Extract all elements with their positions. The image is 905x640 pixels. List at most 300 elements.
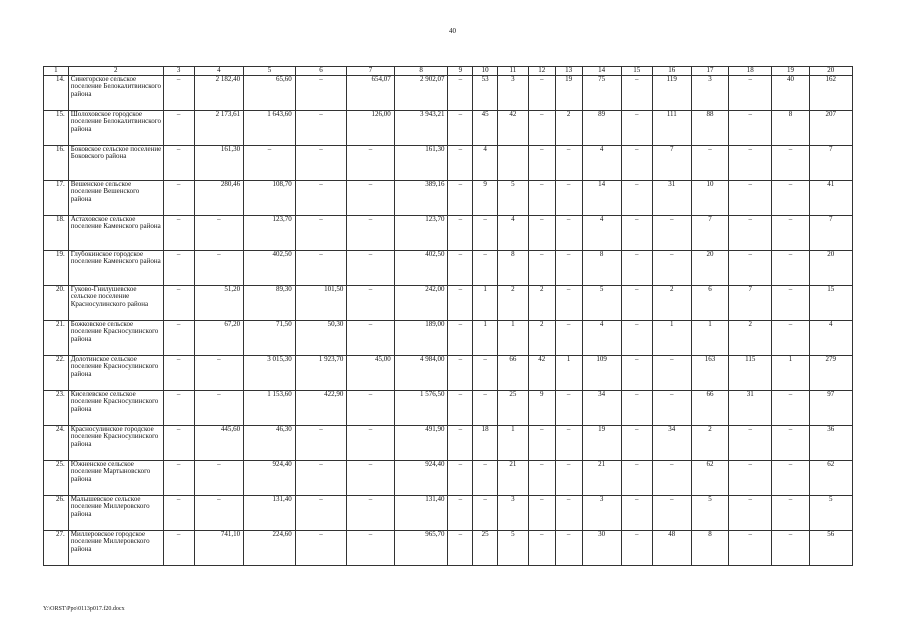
value-cell: – (528, 425, 555, 460)
settlement-name-cell: Глубокинское городское поселение Каменского района (68, 250, 163, 285)
value-cell: – (729, 250, 772, 285)
value-cell: 1 (497, 320, 528, 355)
value-cell: – (347, 320, 394, 355)
row-number-cell: 14. (44, 75, 69, 110)
column-number-header: 16 (652, 67, 691, 76)
value-cell: 5 (582, 285, 621, 320)
value-cell: 89 (582, 110, 621, 145)
value-cell: – (244, 145, 296, 180)
value-cell: – (448, 425, 473, 460)
settlement-name-cell: Южненское сельское поселение Мартыновского района (68, 460, 163, 495)
settlement-name-cell: Гуково-Гнилушевское сельское поселение Красносулинского района (68, 285, 163, 320)
row-number-cell: 18. (44, 215, 69, 250)
value-cell: – (448, 390, 473, 425)
value-cell: – (347, 250, 394, 285)
value-cell: 19 (555, 75, 582, 110)
value-cell: 2 (497, 285, 528, 320)
value-cell: – (772, 390, 809, 425)
value-cell: 9 (473, 180, 498, 215)
settlement-name-cell: Киселевское сельское поселение Красносулинского района (68, 390, 163, 425)
value-cell: – (621, 145, 652, 180)
value-cell: 2 182,40 (194, 75, 244, 110)
value-cell: – (295, 180, 347, 215)
value-cell: – (347, 145, 394, 180)
value-cell: – (729, 180, 772, 215)
value-cell: 45,00 (347, 355, 394, 390)
column-number-header: 1 (44, 67, 69, 76)
value-cell: – (729, 530, 772, 565)
value-cell: – (621, 355, 652, 390)
value-cell: 21 (582, 460, 621, 495)
value-cell: 5 (497, 180, 528, 215)
value-cell: – (621, 250, 652, 285)
value-cell: 4 (809, 320, 852, 355)
value-cell: 1 (652, 320, 691, 355)
value-cell: 2 (555, 110, 582, 145)
value-cell: 3 943,21 (394, 110, 448, 145)
value-cell: – (555, 180, 582, 215)
value-cell: 123,70 (244, 215, 296, 250)
value-cell: – (528, 145, 555, 180)
value-cell: – (555, 495, 582, 530)
value-cell: – (729, 460, 772, 495)
value-cell: 51,20 (194, 285, 244, 320)
value-cell: 89,30 (244, 285, 296, 320)
value-cell: 119 (652, 75, 691, 110)
value-cell: – (448, 530, 473, 565)
row-number-cell: 15. (44, 110, 69, 145)
value-cell: 34 (582, 390, 621, 425)
value-cell: 402,50 (394, 250, 448, 285)
table-row (44, 285, 853, 320)
value-cell: 25 (473, 530, 498, 565)
column-number-header: 10 (473, 67, 498, 76)
value-cell: – (448, 145, 473, 180)
column-number-header: 8 (394, 67, 448, 76)
value-cell: – (555, 320, 582, 355)
value-cell: 2 173,61 (194, 110, 244, 145)
value-cell: – (448, 75, 473, 110)
column-number-header: 5 (244, 67, 296, 76)
row-number-cell: 20. (44, 285, 69, 320)
column-number-header: 20 (809, 67, 852, 76)
settlement-name-cell: Малышевское сельское поселение Миллеровского района (68, 495, 163, 530)
value-cell: – (772, 250, 809, 285)
value-cell: 3 015,30 (244, 355, 296, 390)
value-cell: – (621, 215, 652, 250)
value-cell: 8 (582, 250, 621, 285)
value-cell: 4 (473, 145, 498, 180)
page-number: 40 (449, 27, 456, 35)
value-cell: – (652, 215, 691, 250)
value-cell: 3 (497, 75, 528, 110)
column-number-header-row (44, 67, 853, 76)
value-cell: – (347, 495, 394, 530)
value-cell: 18 (473, 425, 498, 460)
value-cell: 131,40 (394, 495, 448, 530)
value-cell: – (729, 145, 772, 180)
value-cell: 6 (691, 285, 728, 320)
value-cell: 4 984,00 (394, 355, 448, 390)
value-cell: – (528, 75, 555, 110)
settlement-name-cell: Красносулинское городское поселение Красносулинского района (68, 425, 163, 460)
value-cell: 20 (809, 250, 852, 285)
row-number-cell: 27. (44, 530, 69, 565)
value-cell: 31 (729, 390, 772, 425)
value-cell: – (194, 355, 244, 390)
value-cell: 422,90 (295, 390, 347, 425)
value-cell: 31 (652, 180, 691, 215)
value-cell: 65,60 (244, 75, 296, 110)
value-cell: – (729, 495, 772, 530)
value-cell: 207 (809, 110, 852, 145)
value-cell: 161,30 (394, 145, 448, 180)
settlement-name-cell: Синегорское сельское поселение Белокалитвинского района (68, 75, 163, 110)
value-cell: – (347, 215, 394, 250)
value-cell: – (163, 285, 194, 320)
value-cell: – (621, 110, 652, 145)
value-cell: – (194, 495, 244, 530)
column-number-header: 3 (163, 67, 194, 76)
value-cell: 280,46 (194, 180, 244, 215)
value-cell: – (448, 355, 473, 390)
value-cell: – (347, 285, 394, 320)
value-cell: – (347, 425, 394, 460)
value-cell: 9 (528, 390, 555, 425)
value-cell: – (448, 285, 473, 320)
value-cell: 2 902,07 (394, 75, 448, 110)
footer-file-path: Y:\ORST\Ppo\0113p017.f20.docx (43, 606, 125, 612)
value-cell: 10 (691, 180, 728, 215)
value-cell: 115 (729, 355, 772, 390)
value-cell: 4 (582, 320, 621, 355)
settlement-name-cell: Божковское сельское поселение Красносулинского района (68, 320, 163, 355)
value-cell: – (163, 110, 194, 145)
value-cell: – (772, 285, 809, 320)
value-cell: 108,70 (244, 180, 296, 215)
value-cell: 8 (497, 250, 528, 285)
value-cell: 1 923,70 (295, 355, 347, 390)
value-cell: 25 (497, 390, 528, 425)
value-cell: – (163, 530, 194, 565)
value-cell: 66 (497, 355, 528, 390)
value-cell: 19 (582, 425, 621, 460)
value-cell: – (163, 425, 194, 460)
value-cell: – (347, 180, 394, 215)
value-cell: – (163, 495, 194, 530)
row-number-cell: 23. (44, 390, 69, 425)
value-cell: – (295, 75, 347, 110)
value-cell: 8 (772, 110, 809, 145)
value-cell: – (691, 145, 728, 180)
value-cell: – (528, 495, 555, 530)
value-cell: 62 (809, 460, 852, 495)
value-cell: 224,60 (244, 530, 296, 565)
value-cell: – (528, 530, 555, 565)
value-cell: – (621, 390, 652, 425)
column-number-header: 4 (194, 67, 244, 76)
value-cell: – (295, 250, 347, 285)
settlement-name-cell: Миллеровское городское поселение Миллеровского района (68, 530, 163, 565)
value-cell: – (194, 460, 244, 495)
value-cell: 30 (582, 530, 621, 565)
value-cell: – (772, 530, 809, 565)
value-cell: 40 (772, 75, 809, 110)
value-cell: 71,50 (244, 320, 296, 355)
value-cell: – (163, 215, 194, 250)
value-cell: 924,40 (244, 460, 296, 495)
settlement-name-cell: Боковское сельское поселение Боковского района (68, 145, 163, 180)
column-number-header: 15 (621, 67, 652, 76)
value-cell: 36 (809, 425, 852, 460)
row-number-cell: 17. (44, 180, 69, 215)
value-cell: – (621, 460, 652, 495)
value-cell: 1 (473, 285, 498, 320)
value-cell: 7 (729, 285, 772, 320)
value-cell: 126,00 (347, 110, 394, 145)
value-cell: 965,70 (394, 530, 448, 565)
value-cell: 7 (652, 145, 691, 180)
column-number-header: 12 (528, 67, 555, 76)
value-cell: – (729, 110, 772, 145)
value-cell: 50,30 (295, 320, 347, 355)
table-row (44, 180, 853, 215)
value-cell: 279 (809, 355, 852, 390)
value-cell: – (555, 530, 582, 565)
table-row (44, 110, 853, 145)
table-row (44, 460, 853, 495)
column-number-header: 19 (772, 67, 809, 76)
value-cell: – (163, 250, 194, 285)
value-cell: – (652, 390, 691, 425)
value-cell: 101,50 (295, 285, 347, 320)
value-cell: – (473, 355, 498, 390)
value-cell: 53 (473, 75, 498, 110)
value-cell: – (194, 215, 244, 250)
value-cell: – (163, 355, 194, 390)
value-cell: 3 (497, 495, 528, 530)
column-number-header: 18 (729, 67, 772, 76)
value-cell: 2 (528, 320, 555, 355)
value-cell: – (473, 390, 498, 425)
value-cell: – (621, 285, 652, 320)
value-cell: – (621, 425, 652, 460)
value-cell: 48 (652, 530, 691, 565)
value-cell: 4 (497, 215, 528, 250)
value-cell: – (163, 390, 194, 425)
value-cell: – (163, 145, 194, 180)
table-row (44, 355, 853, 390)
value-cell: – (448, 180, 473, 215)
value-cell: 162 (809, 75, 852, 110)
value-cell: 4 (582, 145, 621, 180)
value-cell: – (194, 390, 244, 425)
value-cell: – (163, 460, 194, 495)
value-cell: – (555, 390, 582, 425)
value-cell: – (555, 460, 582, 495)
value-cell: – (473, 215, 498, 250)
value-cell: 7 (809, 145, 852, 180)
value-cell: – (448, 495, 473, 530)
table-row (44, 495, 853, 530)
row-number-cell: 22. (44, 355, 69, 390)
value-cell: – (621, 530, 652, 565)
table-row (44, 145, 853, 180)
value-cell: 56 (809, 530, 852, 565)
value-cell: – (528, 180, 555, 215)
value-cell: – (652, 355, 691, 390)
value-cell: – (295, 215, 347, 250)
value-cell: – (528, 460, 555, 495)
table-row (44, 425, 853, 460)
value-cell: – (448, 250, 473, 285)
value-cell: 1 576,50 (394, 390, 448, 425)
value-cell: – (555, 145, 582, 180)
value-cell: 2 (528, 285, 555, 320)
value-cell: – (621, 75, 652, 110)
value-cell (497, 145, 528, 180)
table-row (44, 215, 853, 250)
value-cell: 1 643,60 (244, 110, 296, 145)
table-row (44, 390, 853, 425)
value-cell: 3 (691, 75, 728, 110)
value-cell: 123,70 (394, 215, 448, 250)
value-cell: – (473, 250, 498, 285)
column-number-header: 2 (68, 67, 163, 76)
column-number-header: 17 (691, 67, 728, 76)
value-cell: – (448, 110, 473, 145)
value-cell: 161,30 (194, 145, 244, 180)
value-cell: – (473, 460, 498, 495)
value-cell: – (295, 530, 347, 565)
value-cell: 67,20 (194, 320, 244, 355)
settlement-name-cell: Вешенское сельское поселение Вешенского района (68, 180, 163, 215)
value-cell: 5 (497, 530, 528, 565)
value-cell: 2 (652, 285, 691, 320)
column-number-header: 9 (448, 67, 473, 76)
value-cell: – (473, 495, 498, 530)
value-cell: – (772, 180, 809, 215)
value-cell: 41 (809, 180, 852, 215)
table-row (44, 320, 853, 355)
column-number-header: 13 (555, 67, 582, 76)
row-number-cell: 25. (44, 460, 69, 495)
value-cell: – (295, 110, 347, 145)
value-cell: – (772, 215, 809, 250)
value-cell: 1 (473, 320, 498, 355)
value-cell: – (347, 390, 394, 425)
value-cell: 66 (691, 390, 728, 425)
value-cell: – (772, 460, 809, 495)
value-cell: 20 (691, 250, 728, 285)
value-cell: – (528, 110, 555, 145)
value-cell: – (555, 250, 582, 285)
value-cell: 5 (809, 495, 852, 530)
value-cell: – (448, 460, 473, 495)
value-cell: – (555, 285, 582, 320)
value-cell: 3 (582, 495, 621, 530)
value-cell: – (448, 320, 473, 355)
value-cell: – (448, 215, 473, 250)
value-cell: 88 (691, 110, 728, 145)
value-cell: 21 (497, 460, 528, 495)
value-cell: 1 (497, 425, 528, 460)
value-cell: – (621, 495, 652, 530)
value-cell: – (729, 425, 772, 460)
value-cell: – (163, 75, 194, 110)
value-cell: 491,90 (394, 425, 448, 460)
column-number-header: 14 (582, 67, 621, 76)
row-number-cell: 26. (44, 495, 69, 530)
value-cell: 5 (691, 495, 728, 530)
column-number-header: 6 (295, 67, 347, 76)
value-cell: 389,16 (394, 180, 448, 215)
value-cell: – (621, 180, 652, 215)
value-cell: 131,40 (244, 495, 296, 530)
value-cell: – (652, 250, 691, 285)
value-cell: 402,50 (244, 250, 296, 285)
value-cell: – (295, 495, 347, 530)
value-cell: 34 (652, 425, 691, 460)
value-cell: – (163, 320, 194, 355)
table-row (44, 75, 853, 110)
value-cell: – (772, 495, 809, 530)
value-cell: 46,30 (244, 425, 296, 460)
value-cell: 1 (555, 355, 582, 390)
value-cell: 242,00 (394, 285, 448, 320)
value-cell: 2 (729, 320, 772, 355)
value-cell: 189,00 (394, 320, 448, 355)
value-cell: 445,60 (194, 425, 244, 460)
value-cell: 111 (652, 110, 691, 145)
value-cell: 924,40 (394, 460, 448, 495)
value-cell: 109 (582, 355, 621, 390)
value-cell: 75 (582, 75, 621, 110)
value-cell: – (555, 425, 582, 460)
value-cell: 42 (528, 355, 555, 390)
value-cell: – (528, 250, 555, 285)
value-cell: 1 153,60 (244, 390, 296, 425)
value-cell: – (652, 495, 691, 530)
column-number-header: 11 (497, 67, 528, 76)
value-cell: 163 (691, 355, 728, 390)
value-cell: – (729, 75, 772, 110)
value-cell: 7 (809, 215, 852, 250)
value-cell: 1 (691, 320, 728, 355)
value-cell: – (347, 460, 394, 495)
value-cell: – (772, 425, 809, 460)
value-cell: 14 (582, 180, 621, 215)
value-cell: – (295, 145, 347, 180)
value-cell: – (652, 460, 691, 495)
value-cell: 4 (582, 215, 621, 250)
value-cell: – (772, 145, 809, 180)
value-cell: – (555, 215, 582, 250)
settlement-name-cell: Астаховское сельское поселение Каменского района (68, 215, 163, 250)
column-number-header: 7 (347, 67, 394, 76)
value-cell: 2 (691, 425, 728, 460)
value-cell: – (295, 460, 347, 495)
value-cell: 97 (809, 390, 852, 425)
value-cell: 15 (809, 285, 852, 320)
value-cell: 42 (497, 110, 528, 145)
value-cell: – (621, 320, 652, 355)
row-number-cell: 19. (44, 250, 69, 285)
value-cell: 62 (691, 460, 728, 495)
value-cell: 8 (691, 530, 728, 565)
row-number-cell: 21. (44, 320, 69, 355)
value-cell: – (729, 215, 772, 250)
